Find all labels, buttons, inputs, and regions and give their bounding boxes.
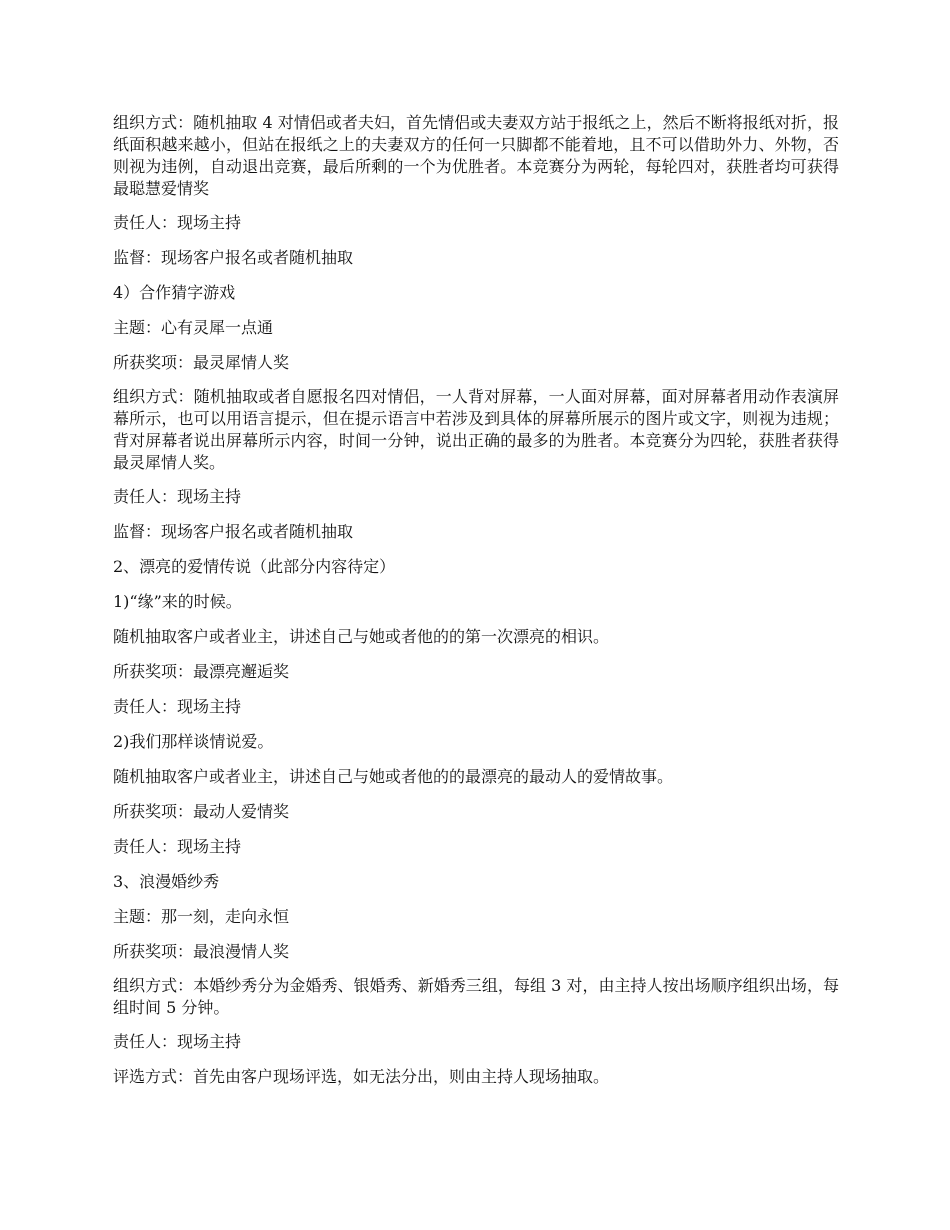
paragraph-theme-1: 主题：心有灵犀一点通 [113,318,274,337]
paragraph-responsible-1: 责任人：现场主持 [113,213,242,232]
heading-guess-game: 4）合作猜字游戏 [113,283,236,302]
heading-fate-comes: 1)“缘”来的时候。 [113,592,242,611]
paragraph-award-3: 所获奖项：最动人爱情奖 [113,802,290,821]
paragraph-award-1: 所获奖项：最灵犀情人奖 [113,353,290,372]
paragraph-organization-guess: 组织方式：随机抽取或者自愿报名四对情侣，一人背对屏幕，一人面对屏幕，面对屏幕者用动作表演屏幕所示，也可以用语言提示，但在提示语言中若涉及到具体的屏幕所展示的图片或文字，则视为违规；背对屏幕者说出屏幕所示内容，时间一分钟，说出正确的最多的为胜者。本竞赛分为四轮，获胜者获得最灵犀情人奖。 [113,387,839,472]
heading-love-legend: 2、漂亮的爱情传说（此部分内容待定） [113,557,396,576]
paragraph-supervision-1: 监督：现场客户报名或者随机抽取 [113,248,354,267]
paragraph-organization-newspaper: 组织方式：随机抽取 4 对情侣或者夫妇，首先情侣或夫妻双方站于报纸之上，然后不断将报纸对折，报纸面积越来越小，但站在报纸之上的夫妻双方的任何一只脚都不能着地，且不可以借助外力、外物，否则视为违例，自动退出竞赛，最后所剩的一个为优胜者。本竞赛分为两轮，每轮四对，获胜者均可获得最聪慧爱情奖 [113,113,839,198]
paragraph-responsible-4: 责任人：现场主持 [113,837,242,856]
document-page [113,112,839,1100]
heading-love-talk: 2)我们那样谈情说爱。 [113,732,274,751]
paragraph-theme-2: 主题：那一刻，走向永恒 [113,907,290,926]
paragraph-responsible-3: 责任人：现场主持 [113,697,242,716]
paragraph-organization-wedding: 组织方式：本婚纱秀分为金婚秀、银婚秀、新婚秀三组，每组 3 对，由主持人按出场顺序组织出场，每组时间 5 分钟。 [113,976,839,1017]
paragraph-first-meeting: 随机抽取客户或者业主，讲述自己与她或者他的的第一次漂亮的相识。 [113,627,610,646]
paragraph-selection-method: 评选方式：首先由客户现场评选，如无法分出，则由主持人现场抽取。 [113,1067,610,1086]
heading-wedding-show: 3、浪漫婚纱秀 [113,872,220,891]
paragraph-award-4: 所获奖项：最浪漫情人奖 [113,942,290,961]
paragraph-award-2: 所获奖项：最漂亮邂逅奖 [113,662,290,681]
paragraph-love-story: 随机抽取客户或者业主，讲述自己与她或者他的的最漂亮的最动人的爱情故事。 [113,767,674,786]
paragraph-supervision-2: 监督：现场客户报名或者随机抽取 [113,522,354,541]
paragraph-responsible-5: 责任人：现场主持 [113,1032,242,1051]
paragraph-responsible-2: 责任人：现场主持 [113,487,242,506]
